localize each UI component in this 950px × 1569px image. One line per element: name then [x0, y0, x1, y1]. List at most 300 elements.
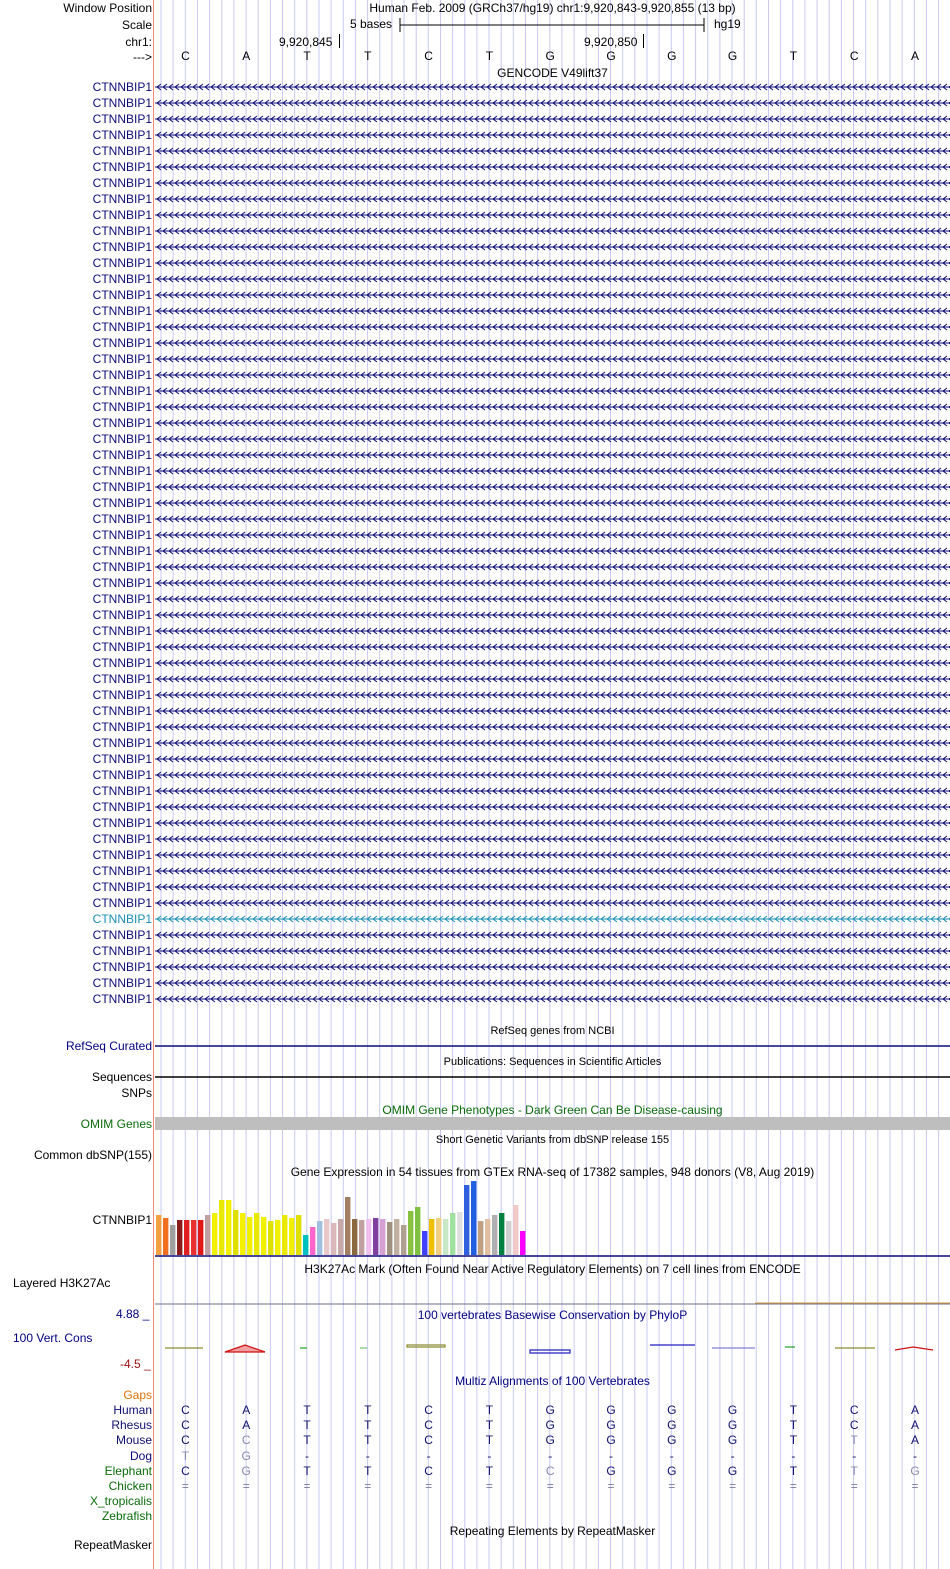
- gencode-transcript-label[interactable]: CTNNBIP1: [92, 624, 152, 638]
- multiz-base: -: [669, 1448, 674, 1463]
- gencode-transcript-line[interactable]: [155, 354, 950, 364]
- gtex-tissue-bar: [331, 1223, 336, 1255]
- gencode-transcript-line[interactable]: [155, 98, 950, 108]
- multiz-base: G: [727, 1418, 738, 1433]
- multiz-species-label[interactable]: Human: [113, 1403, 152, 1417]
- gtex-tissue-bar: [275, 1220, 280, 1255]
- multiz-base: C: [424, 1433, 433, 1448]
- multiz-base: A: [910, 1418, 919, 1433]
- multiz-base: =: [181, 1479, 189, 1493]
- gtex-tissue-bar: [205, 1215, 210, 1255]
- gencode-transcript-label[interactable]: CTNNBIP1: [92, 768, 152, 782]
- multiz-species-label[interactable]: Dog: [129, 1448, 152, 1463]
- multiz-base: G: [910, 1463, 920, 1478]
- gtex-tissue-bar: [450, 1213, 455, 1255]
- scale-bases-text: 5 bases: [350, 17, 393, 31]
- gencode-transcript-label[interactable]: CTNNBIP1: [92, 96, 152, 110]
- gencode-transcript-line[interactable]: [155, 162, 950, 172]
- multiz-base: T: [364, 1463, 372, 1478]
- gencode-transcript-line[interactable]: [155, 114, 950, 124]
- multiz-base: =: [364, 1479, 372, 1493]
- scale-db-text: hg19: [714, 17, 741, 31]
- position-ticks: [0, 33, 950, 49]
- multiz-base: C: [181, 1433, 190, 1448]
- gtex-tissue-bar: [289, 1218, 294, 1255]
- gencode-transcript-label[interactable]: CTNNBIP1: [92, 736, 152, 750]
- gtex-tissue-bar: [506, 1221, 511, 1255]
- gtex-tissue-bar: [478, 1221, 483, 1255]
- gencode-transcript-line[interactable]: [155, 882, 950, 892]
- gencode-transcript-label[interactable]: CTNNBIP1: [92, 672, 152, 686]
- gencode-transcript-line[interactable]: [155, 82, 950, 92]
- gencode-transcript-label[interactable]: CTNNBIP1: [92, 144, 152, 158]
- gtex-tissue-bar: [352, 1219, 357, 1255]
- multiz-base: T: [850, 1463, 858, 1478]
- gencode-transcript-line[interactable]: [155, 722, 950, 732]
- gtex-tissue-bar: [219, 1200, 224, 1255]
- gencode-transcript-line[interactable]: [155, 818, 950, 828]
- multiz-base: G: [606, 1403, 616, 1417]
- omim-track-title: OMIM Gene Phenotypes - Dark Green Can Be Disease-causing: [382, 1103, 723, 1117]
- multiz-base: T: [789, 1433, 798, 1448]
- multiz-base: -: [912, 1448, 917, 1463]
- gencode-transcript-line[interactable]: [155, 610, 950, 620]
- gtex-tissue-bar: [373, 1218, 378, 1255]
- gencode-transcript-label[interactable]: CTNNBIP1: [92, 336, 152, 350]
- multiz-base: -: [304, 1448, 309, 1463]
- multiz-base: =: [546, 1479, 554, 1493]
- gencode-transcript-line[interactable]: [155, 178, 950, 188]
- base-letter: C: [424, 49, 433, 63]
- gtex-tissue-bar: [156, 1215, 161, 1255]
- gtex-tissue-bar: [198, 1220, 203, 1255]
- multiz-base: T: [485, 1433, 494, 1448]
- gencode-transcript-label[interactable]: CTNNBIP1: [92, 656, 152, 670]
- multiz-base: T: [789, 1463, 798, 1478]
- gencode-transcript-line[interactable]: [155, 194, 950, 204]
- gencode-transcript-label[interactable]: CTNNBIP1: [92, 416, 152, 430]
- omim-track-label[interactable]: OMIM Genes: [80, 1117, 152, 1131]
- base-letter: G: [545, 49, 555, 63]
- gencode-transcript-line[interactable]: [155, 690, 950, 700]
- multiz-species-label[interactable]: Rhesus: [111, 1418, 152, 1433]
- gtex-tissue-bar: [499, 1213, 504, 1255]
- gtex-tissue-bar: [296, 1215, 301, 1255]
- multiz-base: C: [181, 1403, 190, 1417]
- gencode-transcript-label[interactable]: CTNNBIP1: [92, 128, 152, 142]
- multiz-base: -: [730, 1448, 735, 1463]
- multiz-base: =: [668, 1479, 676, 1493]
- multiz-base: =: [850, 1479, 858, 1493]
- gtex-tissue-bar: [471, 1181, 476, 1255]
- gencode-transcript-line[interactable]: [155, 418, 950, 428]
- base-letter: T: [789, 49, 798, 63]
- multiz-base: G: [727, 1403, 738, 1417]
- base-letter: A: [910, 49, 919, 63]
- multiz-base: T: [303, 1418, 311, 1433]
- gtex-tissue-bar: [177, 1220, 182, 1255]
- gtex-tissue-bar: [464, 1185, 469, 1255]
- multiz-base: C: [545, 1463, 555, 1478]
- multiz-base: T: [303, 1433, 311, 1448]
- gtex-tissue-bar: [317, 1221, 322, 1255]
- multiz-gaps-label[interactable]: Gaps: [123, 1388, 152, 1402]
- gencode-transcript-line[interactable]: [155, 466, 950, 476]
- multiz-species-label[interactable]: Chicken: [108, 1479, 152, 1493]
- gencode-transcript-label[interactable]: CTNNBIP1: [92, 480, 152, 494]
- gtex-tissue-bar: [247, 1217, 252, 1255]
- multiz-base: =: [607, 1479, 615, 1493]
- gencode-transcript-label[interactable]: CTNNBIP1: [92, 640, 152, 654]
- gencode-transcript-line[interactable]: [155, 290, 950, 300]
- multiz-base: C: [241, 1433, 251, 1448]
- multiz-base: T: [485, 1463, 494, 1478]
- gtex-tissue-bar: [359, 1220, 364, 1255]
- gencode-transcript-label[interactable]: CTNNBIP1: [92, 688, 152, 702]
- gencode-transcript-label[interactable]: CTNNBIP1: [92, 816, 152, 830]
- gencode-transcript-line[interactable]: [155, 658, 950, 668]
- position-tick-2: 9,920,850: [584, 35, 638, 49]
- gencode-transcript-line[interactable]: [155, 482, 950, 492]
- gencode-transcript-label[interactable]: CTNNBIP1: [92, 400, 152, 414]
- base-letter: T: [303, 49, 311, 63]
- multiz-species-label[interactable]: Elephant: [104, 1463, 152, 1478]
- multiz-base: G: [667, 1433, 677, 1448]
- gencode-transcript-line[interactable]: [155, 930, 950, 940]
- gencode-transcript-line[interactable]: [155, 754, 950, 764]
- gencode-transcript-label[interactable]: CTNNBIP1: [92, 512, 152, 526]
- gencode-transcript-label[interactable]: CTNNBIP1: [92, 752, 152, 766]
- multiz-base: G: [545, 1433, 555, 1448]
- multiz-base: -: [548, 1448, 553, 1463]
- gtex-tissue-bar: [163, 1218, 168, 1255]
- repeatmasker-track-label[interactable]: RepeatMasker: [73, 1538, 152, 1552]
- gencode-transcript-line[interactable]: [155, 962, 950, 972]
- base-letter: C: [181, 49, 190, 63]
- gtex-tissue-bar: [324, 1219, 329, 1255]
- gencode-transcript-label[interactable]: CTNNBIP1: [92, 208, 152, 222]
- gtex-tissue-bar: [520, 1231, 525, 1255]
- multiz-base: C: [424, 1418, 433, 1433]
- conservation-min-label: -4.5 _: [120, 1357, 151, 1371]
- publications-track-title: Publications: Sequences in Scientific Articles: [443, 1056, 662, 1068]
- multiz-base: =: [485, 1479, 493, 1493]
- conservation-track-title: 100 vertebrates Basewise Conservation by PhyloP: [417, 1308, 688, 1322]
- gencode-transcript-line[interactable]: [155, 274, 950, 284]
- gencode-transcript-label[interactable]: CTNNBIP1: [92, 240, 152, 254]
- multiz-base: T: [303, 1463, 311, 1478]
- gencode-transcript-line[interactable]: [155, 914, 950, 924]
- gtex-tissue-bar: [282, 1215, 287, 1255]
- gencode-transcript-label[interactable]: CTNNBIP1: [92, 912, 152, 926]
- gtex-expression-bars[interactable]: [155, 1178, 950, 1258]
- gencode-transcript-line[interactable]: [155, 498, 950, 508]
- gtex-tissue-bar: [429, 1219, 434, 1255]
- multiz-base: C: [849, 1403, 859, 1417]
- multiz-species-label[interactable]: Zebrafish: [101, 1509, 152, 1524]
- multiz-base: -: [852, 1448, 857, 1463]
- gencode-transcript-label[interactable]: CTNNBIP1: [92, 368, 152, 382]
- refseq-track-label[interactable]: RefSeq Curated: [65, 1039, 152, 1053]
- gtex-tissue-bar: [513, 1205, 518, 1255]
- gencode-transcript-line[interactable]: [155, 578, 950, 588]
- gencode-transcript-line[interactable]: [155, 674, 950, 684]
- dbsnp-track-title: Short Genetic Variants from dbSNP release 155: [435, 1134, 670, 1146]
- gencode-transcript-label[interactable]: CTNNBIP1: [92, 448, 152, 462]
- gencode-transcript-label[interactable]: CTNNBIP1: [92, 192, 152, 206]
- gencode-transcript-line[interactable]: [155, 130, 950, 140]
- multiz-base: G: [606, 1433, 616, 1448]
- multiz-base: C: [181, 1463, 190, 1478]
- gencode-transcript-line[interactable]: [155, 210, 950, 220]
- multiz-base: C: [849, 1418, 859, 1433]
- gtex-tissue-bar: [212, 1213, 217, 1255]
- multiz-base: G: [241, 1448, 251, 1463]
- multiz-base: G: [727, 1433, 738, 1448]
- phylop-conservation-plot[interactable]: [155, 1336, 950, 1356]
- multiz-base: T: [485, 1403, 494, 1417]
- gencode-transcript-line[interactable]: [155, 514, 950, 524]
- gtex-track-title: Gene Expression in 54 tissues from GTEx RNA-seq of 17382 samples, 948 donors (V8, Aug 2019): [290, 1165, 815, 1179]
- gencode-transcript-label[interactable]: CTNNBIP1: [92, 800, 152, 814]
- multiz-base: -: [365, 1448, 370, 1463]
- gtex-tissue-bar: [408, 1211, 413, 1255]
- gencode-transcript-line[interactable]: [155, 866, 950, 876]
- gencode-transcript-line[interactable]: [155, 306, 950, 316]
- position-tick-1: 9,920,845: [279, 35, 333, 49]
- base-letter: G: [667, 49, 677, 63]
- gencode-transcript-label[interactable]: CTNNBIP1: [92, 832, 152, 846]
- gtex-tissue-bar: [366, 1219, 371, 1255]
- multiz-base: T: [850, 1433, 858, 1448]
- multiz-base: G: [545, 1418, 555, 1433]
- gencode-transcript-line[interactable]: [155, 770, 950, 780]
- multiz-base: G: [667, 1403, 677, 1417]
- gtex-tissue-bar: [443, 1219, 448, 1255]
- multiz-base: C: [424, 1463, 433, 1478]
- multiz-base: -: [426, 1448, 431, 1463]
- gencode-transcript-line[interactable]: [155, 546, 950, 556]
- gencode-transcript-line[interactable]: [155, 562, 950, 572]
- gencode-transcript-line[interactable]: [155, 802, 950, 812]
- gtex-tissue-bar: [394, 1219, 399, 1255]
- gtex-tissue-bar: [261, 1217, 266, 1255]
- base-letter: G: [727, 49, 738, 63]
- gencode-transcript-label[interactable]: CTNNBIP1: [92, 352, 152, 366]
- multiz-species-label[interactable]: X_tropicalis: [89, 1494, 152, 1509]
- gencode-transcript-label[interactable]: CTNNBIP1: [92, 544, 152, 558]
- gencode-transcript-label[interactable]: CTNNBIP1: [92, 560, 152, 574]
- gencode-transcript-label[interactable]: CTNNBIP1: [92, 496, 152, 510]
- gencode-transcript-label[interactable]: CTNNBIP1: [92, 256, 152, 270]
- multiz-base: T: [789, 1403, 798, 1417]
- gencode-transcript-line[interactable]: [155, 850, 950, 860]
- gencode-transcript-label[interactable]: CTNNBIP1: [92, 784, 152, 798]
- gencode-transcript-label[interactable]: CTNNBIP1: [92, 928, 152, 942]
- gtex-tissue-bar: [380, 1219, 385, 1255]
- chrom-label: chr1:: [125, 35, 152, 49]
- multiz-base: G: [241, 1463, 251, 1478]
- gencode-transcript-line[interactable]: [155, 994, 950, 1004]
- gencode-transcript-label[interactable]: CTNNBIP1: [92, 704, 152, 718]
- gencode-transcript-line[interactable]: [155, 786, 950, 796]
- gencode-transcript-label[interactable]: CTNNBIP1: [92, 272, 152, 286]
- multiz-base: C: [181, 1418, 190, 1433]
- gtex-tissue-bar: [436, 1218, 441, 1255]
- gencode-transcript-label[interactable]: CTNNBIP1: [92, 720, 152, 734]
- h3k27ac-track-title: H3K27Ac Mark (Often Found Near Active Regulatory Elements) on 7 cell lines from ENCODE: [304, 1262, 801, 1276]
- gtex-tissue-bar: [387, 1222, 392, 1255]
- gtex-tissue-bar: [401, 1225, 406, 1255]
- gencode-transcript-label[interactable]: CTNNBIP1: [92, 992, 152, 1006]
- conservation-track-label[interactable]: 100 Vert. Cons: [13, 1331, 93, 1345]
- gencode-transcript-label[interactable]: CTNNBIP1: [92, 288, 152, 302]
- multiz-base: T: [303, 1403, 311, 1417]
- gencode-transcript-label[interactable]: CTNNBIP1: [92, 848, 152, 862]
- gencode-transcript-line[interactable]: [155, 402, 950, 412]
- conservation-max-label: 4.88 _: [116, 1307, 150, 1321]
- gencode-transcript-line[interactable]: [155, 146, 950, 156]
- gtex-tissue-bar: [303, 1235, 308, 1255]
- snps-label[interactable]: SNPs: [121, 1086, 152, 1100]
- base-letter: A: [242, 49, 251, 63]
- multiz-base: A: [910, 1403, 919, 1417]
- gencode-transcript-label[interactable]: CTNNBIP1: [92, 224, 152, 238]
- multiz-base: T: [181, 1448, 190, 1463]
- gtex-track-label[interactable]: CTNNBIP1: [92, 1213, 152, 1227]
- gtex-tissue-bar: [338, 1219, 343, 1255]
- gencode-transcript-label[interactable]: CTNNBIP1: [92, 896, 152, 910]
- gencode-transcript-label[interactable]: CTNNBIP1: [92, 960, 152, 974]
- gencode-transcript-line[interactable]: [155, 642, 950, 652]
- gencode-transcript-line[interactable]: [155, 530, 950, 540]
- omim-gene-bar[interactable]: [155, 1117, 950, 1130]
- gencode-transcript-line[interactable]: [155, 242, 950, 252]
- base-letter: T: [364, 49, 372, 63]
- gencode-transcript-label[interactable]: CTNNBIP1: [92, 304, 152, 318]
- multiz-base: C: [424, 1403, 433, 1417]
- scale-label: Scale: [121, 18, 152, 32]
- strand-label: --->: [133, 50, 152, 64]
- gtex-tissue-bar: [345, 1197, 350, 1255]
- gtex-tissue-bar: [254, 1213, 259, 1255]
- multiz-base: =: [242, 1479, 250, 1493]
- gencode-transcript-line[interactable]: [155, 706, 950, 716]
- gencode-transcript-line[interactable]: [155, 370, 950, 380]
- multiz-base: =: [789, 1479, 797, 1493]
- multiz-base: =: [729, 1479, 737, 1493]
- dbsnp-track-label[interactable]: Common dbSNP(155): [33, 1148, 152, 1162]
- gtex-tissue-bar: [485, 1219, 490, 1255]
- gencode-track-title: GENCODE V49lift37: [497, 66, 608, 80]
- gencode-transcript-line[interactable]: [155, 386, 950, 396]
- h3k27ac-track-label[interactable]: Layered H3K27Ac: [13, 1276, 111, 1290]
- gencode-transcript-label[interactable]: CTNNBIP1: [92, 320, 152, 334]
- multiz-base: G: [727, 1463, 738, 1478]
- multiz-species-label[interactable]: Mouse: [115, 1433, 152, 1448]
- sequences-label[interactable]: Sequences: [91, 1070, 152, 1084]
- multiz-base: T: [364, 1403, 372, 1417]
- gencode-transcript-label[interactable]: CTNNBIP1: [92, 576, 152, 590]
- gtex-tissue-bar: [226, 1200, 231, 1255]
- multiz-base: =: [303, 1479, 311, 1493]
- gencode-transcript-label[interactable]: CTNNBIP1: [92, 160, 152, 174]
- gencode-transcript-line[interactable]: [155, 834, 950, 844]
- gencode-transcript-line[interactable]: [155, 338, 950, 348]
- multiz-base: =: [425, 1479, 433, 1493]
- gencode-transcript-line[interactable]: [155, 450, 950, 460]
- gencode-transcript-line[interactable]: [155, 946, 950, 956]
- gtex-tissue-bar: [268, 1221, 273, 1255]
- multiz-base: G: [606, 1418, 616, 1433]
- refseq-gene-line[interactable]: [155, 1043, 950, 1049]
- gencode-transcript-line[interactable]: [155, 258, 950, 268]
- gencode-transcript-label[interactable]: CTNNBIP1: [92, 112, 152, 126]
- gtex-tissue-bar: [415, 1207, 420, 1255]
- multiz-base: T: [485, 1418, 494, 1433]
- gtex-tissue-bar: [191, 1220, 196, 1255]
- gencode-transcript-line[interactable]: [155, 738, 950, 748]
- gencode-transcript-label[interactable]: CTNNBIP1: [92, 528, 152, 542]
- publications-line[interactable]: [155, 1074, 950, 1080]
- multiz-base: -: [791, 1448, 796, 1463]
- gencode-transcript-label[interactable]: CTNNBIP1: [92, 176, 152, 190]
- gencode-transcript-label[interactable]: CTNNBIP1: [92, 384, 152, 398]
- window-position-label: Window Position: [63, 1, 152, 15]
- gencode-transcript-line[interactable]: [155, 898, 950, 908]
- gtex-tissue-bar: [422, 1231, 427, 1255]
- gencode-transcript-line[interactable]: [155, 322, 950, 332]
- multiz-base: A: [242, 1403, 251, 1417]
- repeatmasker-track-title: Repeating Elements by RepeatMasker: [449, 1524, 656, 1538]
- gencode-transcript-label[interactable]: CTNNBIP1: [92, 944, 152, 958]
- gencode-transcript-label[interactable]: CTNNBIP1: [92, 592, 152, 606]
- gencode-transcript-label[interactable]: CTNNBIP1: [92, 464, 152, 478]
- scale-bar: [398, 17, 708, 33]
- base-letter: T: [485, 49, 494, 63]
- base-letter: C: [849, 49, 859, 63]
- gencode-transcript-label[interactable]: CTNNBIP1: [92, 864, 152, 878]
- gencode-transcript-label[interactable]: CTNNBIP1: [92, 80, 152, 94]
- assembly-position-text: Human Feb. 2009 (GRCh37/hg19) chr1:9,920,843-9,920,855 (13 bp): [369, 1, 736, 15]
- gtex-tissue-bar: [184, 1220, 189, 1255]
- gencode-transcript-line[interactable]: [155, 594, 950, 604]
- multiz-base: -: [608, 1448, 613, 1463]
- multiz-track-title: Multiz Alignments of 100 Vertebrates: [455, 1374, 650, 1388]
- gtex-tissue-bar: [170, 1225, 175, 1255]
- multiz-base: A: [242, 1418, 251, 1433]
- multiz-base: G: [545, 1403, 555, 1417]
- gencode-transcript-line[interactable]: [155, 978, 950, 988]
- gencode-transcript-label[interactable]: CTNNBIP1: [92, 608, 152, 622]
- gtex-tissue-bar: [492, 1215, 497, 1255]
- gencode-transcript-line[interactable]: [155, 226, 950, 236]
- multiz-base: =: [911, 1479, 919, 1493]
- gtex-tissue-bar: [240, 1213, 245, 1255]
- gencode-transcript-line[interactable]: [155, 434, 950, 444]
- multiz-base: G: [667, 1418, 677, 1433]
- base-letter: G: [606, 49, 616, 63]
- h3k27ac-signal-line[interactable]: [155, 1301, 950, 1307]
- multiz-base: T: [789, 1418, 798, 1433]
- multiz-base: -: [487, 1448, 492, 1463]
- gencode-transcript-label[interactable]: CTNNBIP1: [92, 432, 152, 446]
- gencode-transcript-line[interactable]: [155, 626, 950, 636]
- gencode-transcript-label[interactable]: CTNNBIP1: [92, 976, 152, 990]
- gtex-tissue-bar: [310, 1227, 315, 1255]
- gencode-transcript-label[interactable]: CTNNBIP1: [92, 880, 152, 894]
- label-separator: [153, 0, 154, 1569]
